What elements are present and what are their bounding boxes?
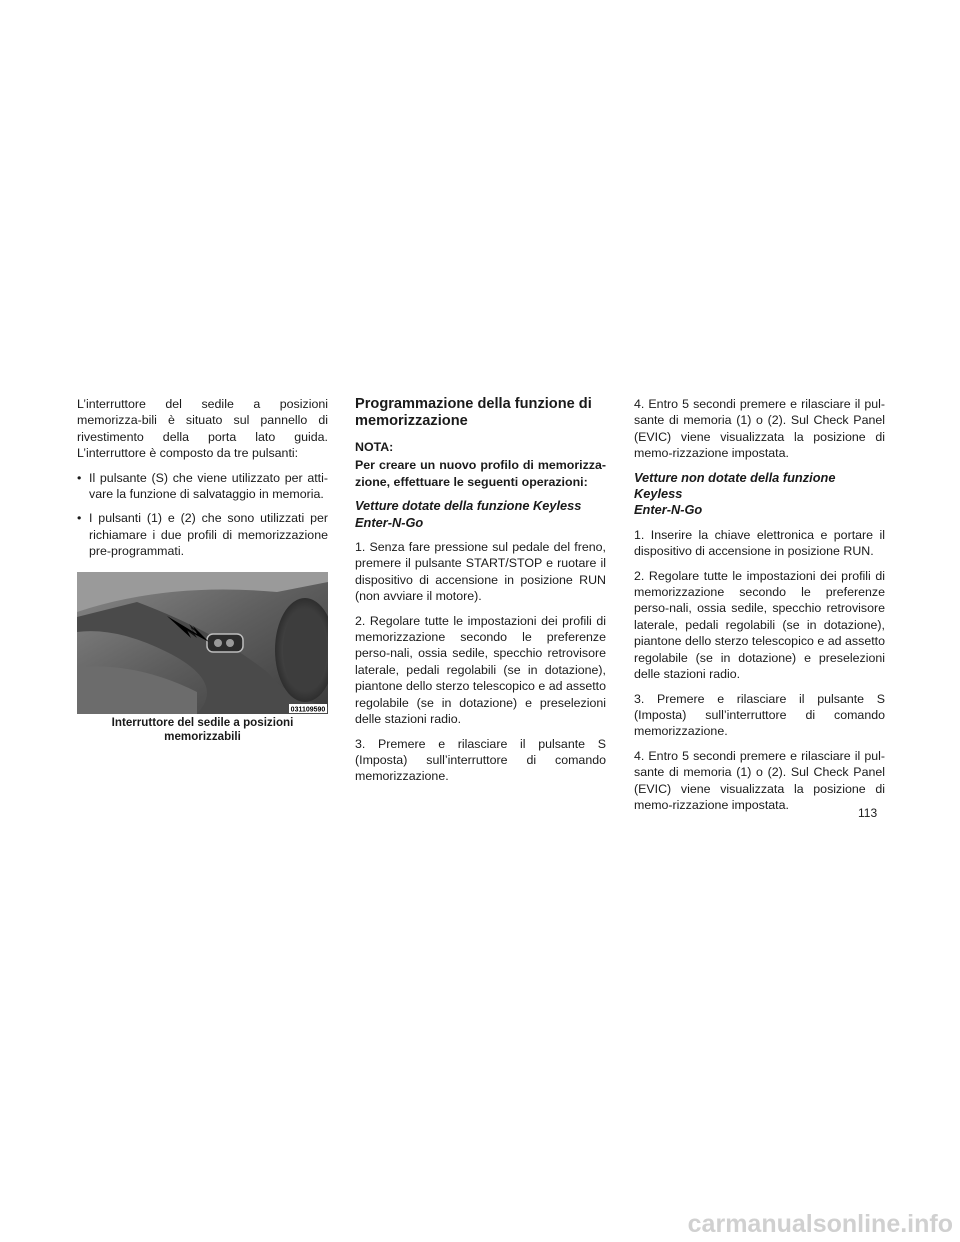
bullet-item xyxy=(77,470,328,503)
seat-memory-switch-photo xyxy=(77,572,328,714)
step-paragraph: 3. Premere e rilasciare il pulsante S (Imposta) sull’interruttore di comando memorizzazione. xyxy=(355,736,606,784)
bullet-dot: • xyxy=(77,470,82,485)
figure-caption-line2: memorizzabili xyxy=(164,729,241,743)
sub-heading-line2: Enter-N-Go xyxy=(634,502,703,518)
figure-code: 031109590 xyxy=(290,706,326,714)
note-label: NOTA: xyxy=(355,440,394,454)
sub-heading-line2: Enter-N-Go xyxy=(355,514,424,530)
sub-heading-keyless xyxy=(355,498,606,531)
figure-caption-line1: Interruttore del sedile a posizioni xyxy=(111,715,294,729)
column-right xyxy=(634,396,885,821)
figure-caption xyxy=(77,716,328,744)
sub-heading-non-keyless xyxy=(634,470,885,519)
watermark: carmanualsonline.info xyxy=(687,1210,953,1238)
intro-paragraph: L’interruttore del sedile a posizioni memorizza-bili è situato sul pannello di rivestimento della porta lato guida. L’interruttore è composto da tre pulsanti: xyxy=(77,397,328,461)
column-middle xyxy=(355,396,606,793)
step-paragraph: 4. Entro 5 secondi premere e rilasciare il pul-sante di memoria (1) o (2). Sul Check Panel (EVIC) viene visualizzata la posizione di memo-rizzazione impostata. xyxy=(634,397,885,461)
step-paragraph: 2. Regolare tutte le impostazioni dei profili di memorizzazione secondo le preferenze perso-nali, ossia sedile, specchio retrovisore laterale, pedali regolabili (se in dotazione), piantone dello sterzo telescopico e ad assetto regolabile (se in dotazione) e preselezioni delle stazioni radio. xyxy=(355,613,606,727)
section-heading: Programmazione della funzione di memorizzazione xyxy=(355,396,592,429)
sub-heading-line1: Vetture dotate della funzione Keyless xyxy=(355,498,582,514)
bullet-dot: • xyxy=(77,511,82,526)
bullet-text: I pulsanti (1) e (2) che sono utilizzati per richiamare i due profili di memorizzazione pre-programmati. xyxy=(89,511,328,559)
step-paragraph: 1. Senza fare pressione sul pedale del freno, premere il pulsante START/STOP e ruotare il dispositivo di accensione in posizione RUN (non avviare il motore). xyxy=(355,540,606,604)
note-text: Per creare un nuovo profilo di memorizza-zione, effettuare le seguenti operazioni: xyxy=(355,458,606,489)
step-paragraph: 3. Premere e rilasciare il pulsante S (Imposta) sull’interruttore di comando memorizzazione. xyxy=(634,691,885,739)
sub-heading-line1: Vetture non dotate della funzione Keyless xyxy=(634,469,836,502)
page-number: 113 xyxy=(858,806,878,820)
step-paragraph: 2. Regolare tutte le impostazioni dei profili di memorizzazione secondo le preferenze perso-nali, ossia sedile, specchio retrovisore laterale, pedali regolabili (se in dotazione), piantone dello sterzo telescopico e ad assetto regolabile (se in dotazione) e preselezioni delle stazioni radio. xyxy=(634,568,885,682)
door-panel-illustration xyxy=(77,572,328,714)
column-left xyxy=(77,396,328,744)
bullet-text: Il pulsante (S) che viene utilizzato per atti-vare la funzione di salvataggio in memoria. xyxy=(89,470,328,502)
step-paragraph: 1. Inserire la chiave elettronica e portare il dispositivo di accensione in posizione RUN. xyxy=(634,527,885,559)
bullet-item xyxy=(77,510,328,559)
step-paragraph: 4. Entro 5 secondi premere e rilasciare il pul-sante di memoria (1) o (2). Sul Check Panel (EVIC) viene visualizzata la posizione di memo-rizzazione impostata. xyxy=(634,748,885,812)
